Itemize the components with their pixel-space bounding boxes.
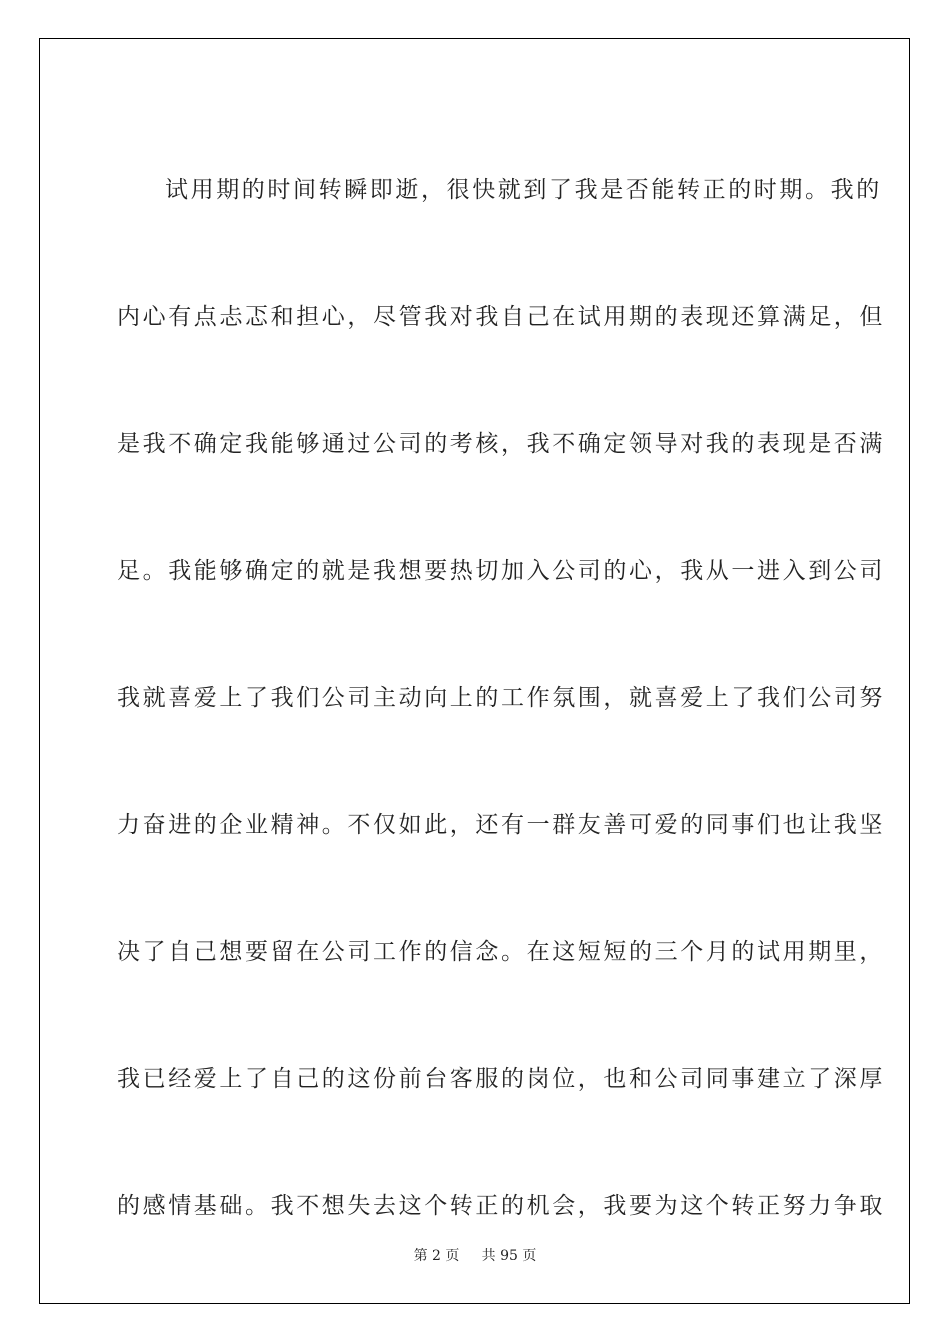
text-line: 我已经爱上了自己的这份前台客服的岗位，也和公司同事建立了深厚 xyxy=(117,1066,885,1092)
text-line: 决了自己想要留在公司工作的信念。在这短短的三个月的试用期里， xyxy=(117,939,885,965)
text-line: 足。我能够确定的就是我想要热切加入公司的心，我从一进入到公司 xyxy=(117,558,885,584)
page-number: 第 2 页 xyxy=(413,1248,460,1264)
text-line: 我就喜爱上了我们公司主动向上的工作氛围，就喜爱上了我们公司努 xyxy=(117,685,885,711)
text-line: 力奋进的企业精神。不仅如此，还有一群友善可爱的同事们也让我坚 xyxy=(117,812,885,838)
total-pages: 共 95 页 xyxy=(481,1248,537,1264)
page-footer xyxy=(0,1245,950,1265)
footer-spacer xyxy=(464,1248,477,1264)
text-line: 内心有点忐忑和担心，尽管我对我自己在试用期的表现还算满足，但 xyxy=(117,304,885,330)
text-line: 试用期的时间转瞬即逝，很快就到了我是否能转正的时期。我的 xyxy=(165,177,882,203)
text-line: 是我不确定我能够通过公司的考核，我不确定领导对我的表现是否满 xyxy=(117,431,885,457)
text-line: 的感情基础。我不想失去这个转正的机会，我要为这个转正努力争取 xyxy=(117,1193,885,1219)
document-body xyxy=(117,127,885,1270)
